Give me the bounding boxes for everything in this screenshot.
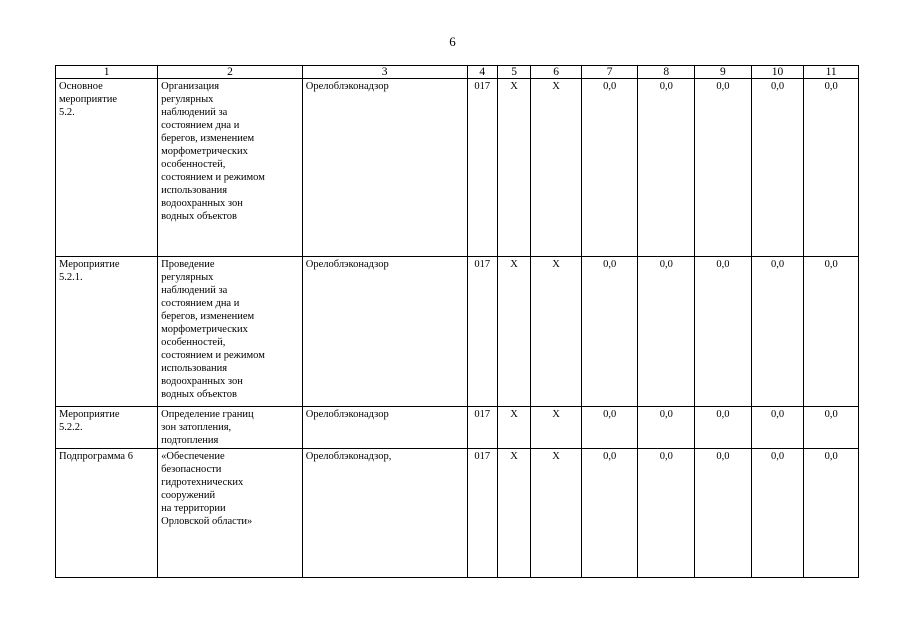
header-cell-col-4: 4 (467, 66, 497, 79)
table-row (56, 79, 859, 257)
activity-description-cell: Организация регулярных наблюдений за состоянием дна и берегов, изменением морфометрических особенностей, состоянием и режимом использования водоохранных зон водных объектов (158, 79, 303, 257)
budget-code-cell: 017 (467, 257, 497, 407)
value-cell-7: 0,0 (581, 449, 638, 578)
value-cell-10: 0,0 (751, 79, 804, 257)
code-cell-5: X (497, 257, 530, 407)
code-cell-6: X (531, 257, 582, 407)
code-cell-5: X (497, 79, 530, 257)
value-cell-9: 0,0 (695, 449, 752, 578)
header-cell-col-9: 9 (695, 66, 752, 79)
header-cell-col-7: 7 (581, 66, 638, 79)
value-cell-10: 0,0 (751, 257, 804, 407)
table-row (56, 407, 859, 449)
value-cell-11: 0,0 (804, 449, 859, 578)
responsible-executor-cell: Орелоблэконадзор (302, 257, 467, 407)
header-cell-col-6: 6 (531, 66, 582, 79)
value-cell-9: 0,0 (695, 257, 752, 407)
table-row (56, 257, 859, 407)
value-cell-7: 0,0 (581, 257, 638, 407)
value-cell-8: 0,0 (638, 407, 695, 449)
value-cell-11: 0,0 (804, 79, 859, 257)
code-cell-6: X (531, 407, 582, 449)
value-cell-7: 0,0 (581, 407, 638, 449)
header-cell-col-2: 2 (158, 66, 303, 79)
code-cell-6: X (531, 79, 582, 257)
code-cell-5: X (497, 407, 530, 449)
program-activities-table (55, 65, 859, 578)
value-cell-8: 0,0 (638, 449, 695, 578)
header-cell-col-1: 1 (56, 66, 158, 79)
value-cell-7: 0,0 (581, 79, 638, 257)
table-header-row (56, 66, 859, 79)
table-row (56, 449, 859, 578)
budget-code-cell: 017 (467, 407, 497, 449)
value-cell-8: 0,0 (638, 79, 695, 257)
code-cell-6: X (531, 449, 582, 578)
header-cell-col-3: 3 (302, 66, 467, 79)
code-cell-5: X (497, 449, 530, 578)
value-cell-9: 0,0 (695, 79, 752, 257)
value-cell-11: 0,0 (804, 407, 859, 449)
responsible-executor-cell: Орелоблэконадзор, (302, 449, 467, 578)
header-cell-col-10: 10 (751, 66, 804, 79)
value-cell-10: 0,0 (751, 407, 804, 449)
value-cell-11: 0,0 (804, 257, 859, 407)
activity-description-cell: Определение границ зон затопления, подтопления (158, 407, 303, 449)
header-cell-col-8: 8 (638, 66, 695, 79)
responsible-executor-cell: Орелоблэконадзор (302, 79, 467, 257)
activity-description-cell: «Обеспечение безопасности гидротехнических сооружений на территории Орловской области» (158, 449, 303, 578)
activity-title-cell: Основное мероприятие 5.2. (56, 79, 158, 257)
activity-title-cell: Мероприятие 5.2.1. (56, 257, 158, 407)
activity-description-cell: Проведение регулярных наблюдений за состоянием дна и берегов, изменением морфометрических особенностей, состоянием и режимом использования водоохранных зон водных объектов (158, 257, 303, 407)
activity-title-cell: Мероприятие 5.2.2. (56, 407, 158, 449)
budget-code-cell: 017 (467, 449, 497, 578)
value-cell-9: 0,0 (695, 407, 752, 449)
responsible-executor-cell: Орелоблэконадзор (302, 407, 467, 449)
page-number: 6 (449, 34, 456, 49)
header-cell-col-5: 5 (497, 66, 530, 79)
header-cell-col-11: 11 (804, 66, 859, 79)
budget-code-cell: 017 (467, 79, 497, 257)
value-cell-10: 0,0 (751, 449, 804, 578)
activity-title-cell: Подпрограмма 6 (56, 449, 158, 578)
value-cell-8: 0,0 (638, 257, 695, 407)
